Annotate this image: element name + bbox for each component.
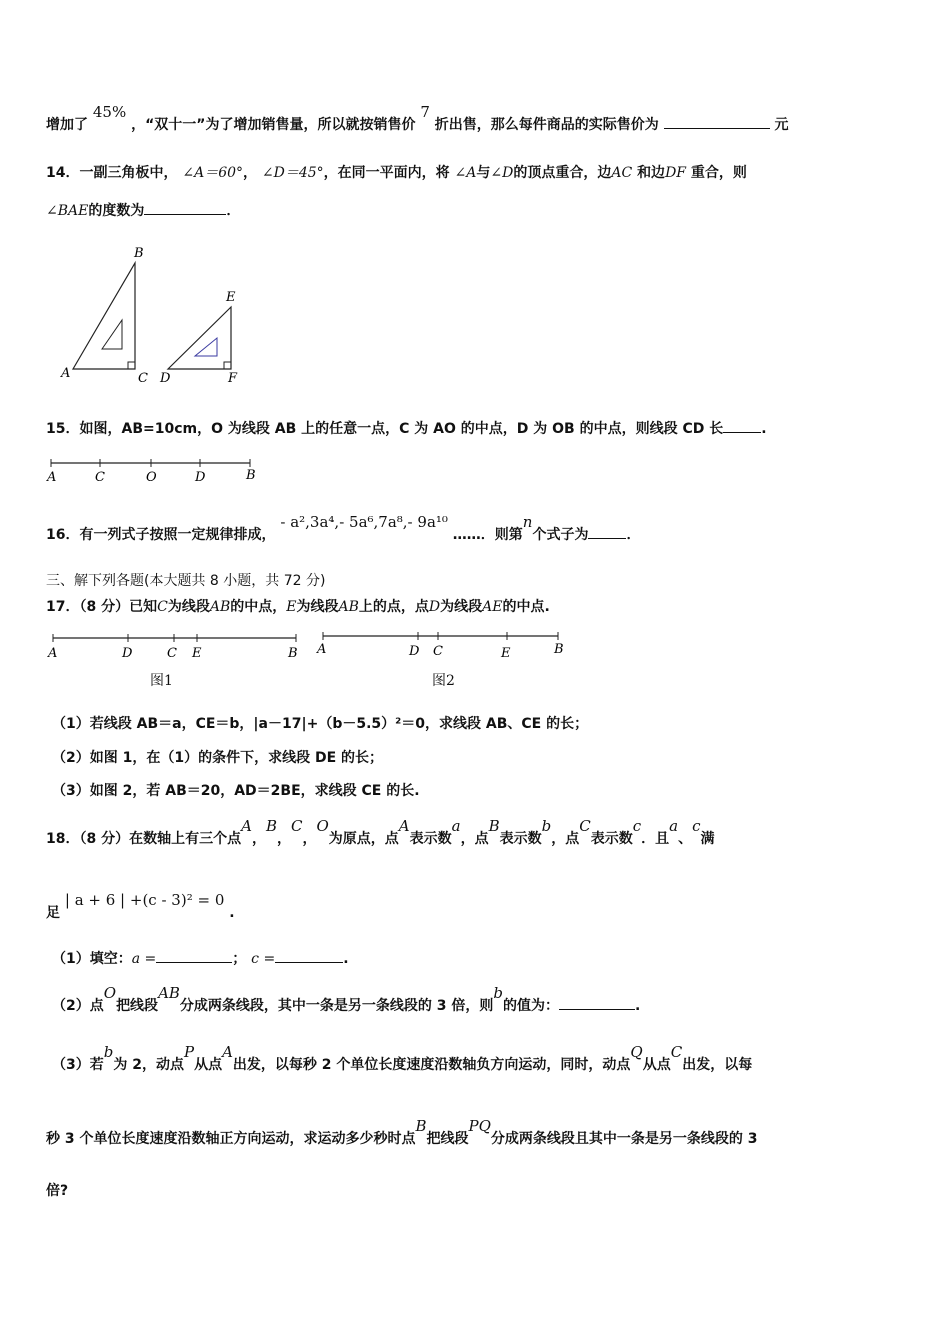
q14-line-2: ∠BAE的度数为 ． <box>46 200 240 220</box>
q18-part-1: （1）填空：a = ； c = . <box>52 948 349 968</box>
answer-blank[interactable] <box>664 114 770 129</box>
label-C: C <box>138 371 148 386</box>
q18-part-3-line-1: （3）若b为 2，动点P从点A出发，以每秒 2 个单位长度速度沿数轴负方向运动，同时，动点Q从点C出发，以每 <box>52 1043 753 1073</box>
label-E: E <box>501 646 511 661</box>
label-D: D <box>160 371 171 386</box>
label-C: C <box>167 646 177 661</box>
q18-line-2: 足 | a + 6 | +(c - 3)² = 0 . <box>46 891 235 921</box>
q18-part-3-line-2: 秒 3 个单位长度速度沿数轴正方向运动，求运动多少秒时点B把线段PQ分成两条线段且其中一条是另一条线段的 3 <box>46 1117 758 1147</box>
q15-line: 15．如图，AB=10cm，O 为线段 AB 上的任意一点，C 为 AO 的中点，D 为 OB 的中点，则线段 CD 长 . <box>46 418 767 438</box>
section-heading: 三、解下列各题(本大题共 8 小题，共 72 分) <box>46 573 326 589</box>
answer-blank[interactable] <box>144 200 226 215</box>
label-C: C <box>433 644 443 659</box>
label-D: D <box>409 644 420 659</box>
label-B: B <box>554 642 564 657</box>
q16-sequence: - a²,3a⁴,- 5a⁶,7a⁸,- 9a¹⁰ <box>280 513 448 531</box>
triangle-figure <box>55 245 255 395</box>
answer-blank[interactable] <box>723 418 761 433</box>
q17-line: 17．（8 分）已知C为线段AB的中点，E为线段AB上的点，点D为线段AE的中点. <box>46 599 550 615</box>
q13-percent: 45% <box>92 103 127 121</box>
answer-blank[interactable] <box>559 995 635 1010</box>
label-A: A <box>61 366 71 381</box>
label-F: F <box>228 371 238 386</box>
q18-condition: | a + 6 | +(c - 3)² = 0 <box>64 891 225 909</box>
q15-segment-figure <box>48 455 268 490</box>
q17-part-1: （1）若线段 AB＝a，CE＝b，|a－17|+（b－5.5）²＝0，求线段 AB、CE 的长； <box>52 716 589 732</box>
answer-blank[interactable] <box>588 524 626 539</box>
q18-part-3-line-3: 倍? <box>46 1183 69 1199</box>
label-B: B <box>246 468 256 483</box>
q17-figure-2 <box>317 628 580 663</box>
q18-line-1: 18．（8 分）在数轴上有三个点A，B，C，O为原点，点A表示数a，点B表示数b，点C表示数c．且a、c满 <box>46 817 715 847</box>
answer-blank-c[interactable] <box>275 948 343 963</box>
label-E: E <box>192 646 202 661</box>
label-B: B <box>288 646 298 661</box>
q14-line-1: 14．一副三角板中， ∠A＝60°， ∠D＝45°，在同一平面内，将 ∠A与∠D的顶点重合，边AC 和边DF 重合，则 <box>46 165 747 181</box>
q17-part-3: （3）如图 2，若 AB＝20，AD＝2BE，求线段 CE 的长. <box>52 783 420 799</box>
q17-part-2: （2）如图 1，在（1）的条件下，求线段 DE 的长； <box>52 750 384 766</box>
label-O: O <box>146 470 157 485</box>
q13-line: 增加了 45% ，“双十一”为了增加销售量，所以就按销售价 7 折出售，那么每件商品的实际售价为 元 <box>46 103 789 133</box>
answer-blank-a[interactable] <box>156 948 232 963</box>
label-B: B <box>134 246 144 261</box>
label-E: E <box>226 290 236 305</box>
label-D: D <box>122 646 133 661</box>
label-A: A <box>317 642 327 657</box>
q18-part-2: （2）点O把线段AB分成两条线段，其中一条是另一条线段的 3 倍，则b的值为： . <box>52 984 641 1014</box>
figure-caption-1: 图1 <box>150 673 173 689</box>
label-C: C <box>95 470 105 485</box>
q17-figure-1 <box>50 630 310 665</box>
q13-seven: 7 <box>420 103 430 121</box>
label-D: D <box>195 470 206 485</box>
label-A: A <box>47 470 57 485</box>
label-A: A <box>48 646 58 661</box>
figure-caption-2: 图2 <box>432 673 455 689</box>
q16-line: 16．有一列式子按照一定规律排成， - a²,3a⁴,- 5a⁶,7a⁸,- 9a¹⁰ ……．则第n个式子为 ． <box>46 513 641 543</box>
